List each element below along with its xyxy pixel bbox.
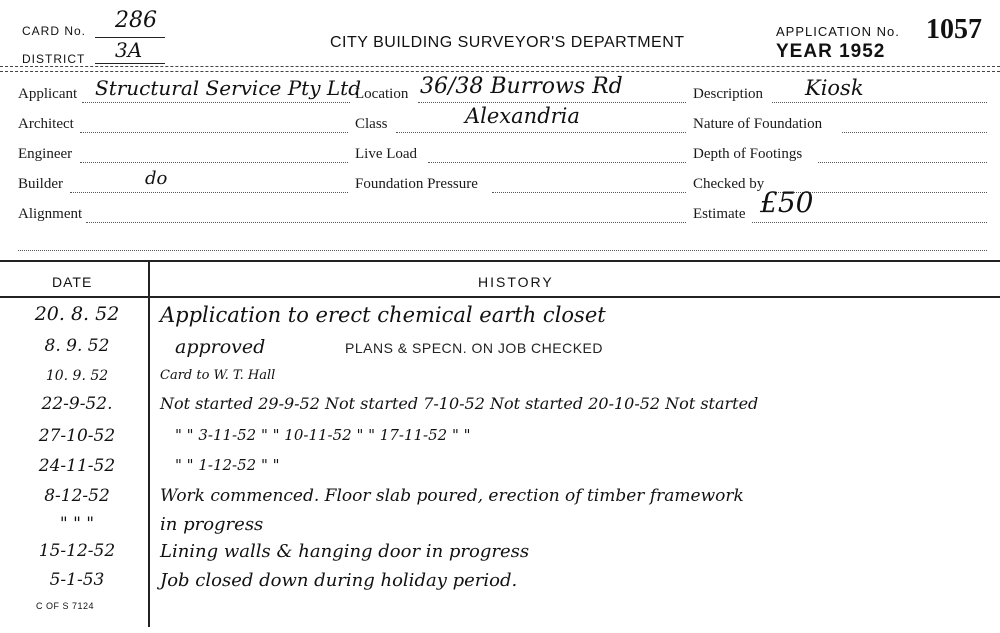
history-date: 22-9-52.: [41, 394, 113, 414]
engineer-label: Engineer: [18, 146, 73, 162]
history-row: [0, 368, 1000, 396]
nature-of-foundation-line: [842, 132, 987, 133]
checked-stamp: PLANS & SPECN. ON JOB CHECKED: [345, 340, 604, 356]
engineer-line: [80, 162, 348, 163]
history-date: 15-12-52: [38, 541, 116, 561]
history-text: " " 3-11-52 " " 10-11-52 " " 17-11-52 " ": [175, 426, 471, 444]
card-no-value: 286: [115, 8, 157, 33]
history-date: 8. 9. 52: [44, 336, 110, 356]
history-text: in progress: [160, 514, 264, 535]
estimate-value: £50: [760, 186, 814, 219]
checked-by-label: Checked by: [693, 176, 765, 192]
alignment-label: Alignment: [18, 206, 83, 222]
architect-label: Architect: [18, 116, 74, 132]
department-title: CITY BUILDING SURVEYOR'S DEPARTMENT: [330, 34, 685, 51]
history-text: Card to W. T. Hall: [160, 368, 276, 383]
class-line: [396, 132, 686, 133]
form-code: C OF S 7124: [36, 601, 95, 611]
history-text: Application to erect chemical earth closet: [160, 303, 606, 327]
history-row: [0, 541, 1000, 569]
applicant-label: Applicant: [18, 86, 78, 102]
application-no-label: APPLICATION No.: [776, 24, 900, 39]
history-date: 20. 8. 52: [34, 303, 120, 325]
estimate-line: [752, 222, 987, 223]
description-value: Kiosk: [805, 76, 864, 100]
architect-line: [80, 132, 348, 133]
class-label: Class: [355, 116, 388, 132]
history-row: [0, 486, 1000, 514]
foundation-pressure-label: Foundation Pressure: [355, 176, 478, 192]
year-label: YEAR 1952: [776, 41, 886, 62]
fields-divider: [0, 260, 1000, 262]
live-load-label: Live Load: [355, 146, 418, 162]
location-value: 36/38 Burrows Rd: [420, 74, 623, 99]
builder-value: do: [145, 168, 168, 189]
history-date: 27-10-52: [38, 426, 116, 446]
date-column-header: DATE: [52, 274, 93, 290]
table-header-rule: [0, 296, 1000, 298]
live-load-line: [428, 162, 686, 163]
foundation-pressure-line: [492, 192, 686, 193]
description-label: Description: [693, 86, 763, 102]
card-no-label: CARD No.: [22, 24, 87, 38]
blank-field-line: [18, 250, 987, 251]
history-text: Lining walls & hanging door in progress: [160, 541, 530, 562]
builder-line: [70, 192, 348, 193]
district-label: DISTRICT: [22, 52, 86, 66]
history-row: [0, 570, 1000, 598]
history-text: approved: [175, 336, 266, 358]
history-text: " " 1-12-52 " ": [175, 456, 280, 474]
header-rule-bottom: [0, 71, 1000, 72]
history-text: Job closed down during holiday period.: [160, 570, 518, 591]
history-date: 24-11-52: [38, 456, 116, 476]
history-column-header: HISTORY: [478, 274, 554, 290]
history-text: Work commenced. Floor slab poured, erection of timber framework: [160, 486, 744, 506]
history-date: 5-1-53: [49, 570, 105, 590]
class-value: Alexandria: [465, 104, 580, 128]
depth-of-footings-line: [818, 162, 987, 163]
district-value: 3A: [115, 38, 143, 62]
nature-of-foundation-label: Nature of Foundation: [693, 116, 823, 132]
history-row: [0, 394, 1000, 422]
history-row: [0, 426, 1000, 454]
builder-label: Builder: [18, 176, 63, 192]
depth-of-footings-label: Depth of Footings: [693, 146, 803, 162]
description-line: [772, 102, 987, 103]
location-line: [418, 102, 686, 103]
history-text: Not started 29-9-52 Not started 7-10-52 Not started 20-10-52 Not started: [160, 394, 759, 413]
location-label: Location: [355, 86, 409, 102]
application-no-value: 1057: [926, 14, 982, 45]
applicant-line: [82, 102, 350, 103]
history-row: [0, 456, 1000, 484]
history-row: [0, 303, 1000, 331]
history-date: 8-12-52: [44, 486, 110, 506]
estimate-label: Estimate: [693, 206, 746, 222]
history-date: 10. 9. 52: [45, 368, 109, 384]
district-underline: [95, 63, 165, 64]
history-row: [0, 514, 1000, 542]
applicant-value: Structural Service Pty Ltd: [95, 76, 361, 100]
history-date: " " ": [59, 514, 95, 534]
alignment-line: [86, 222, 686, 223]
header-rule-top: [0, 66, 1000, 67]
